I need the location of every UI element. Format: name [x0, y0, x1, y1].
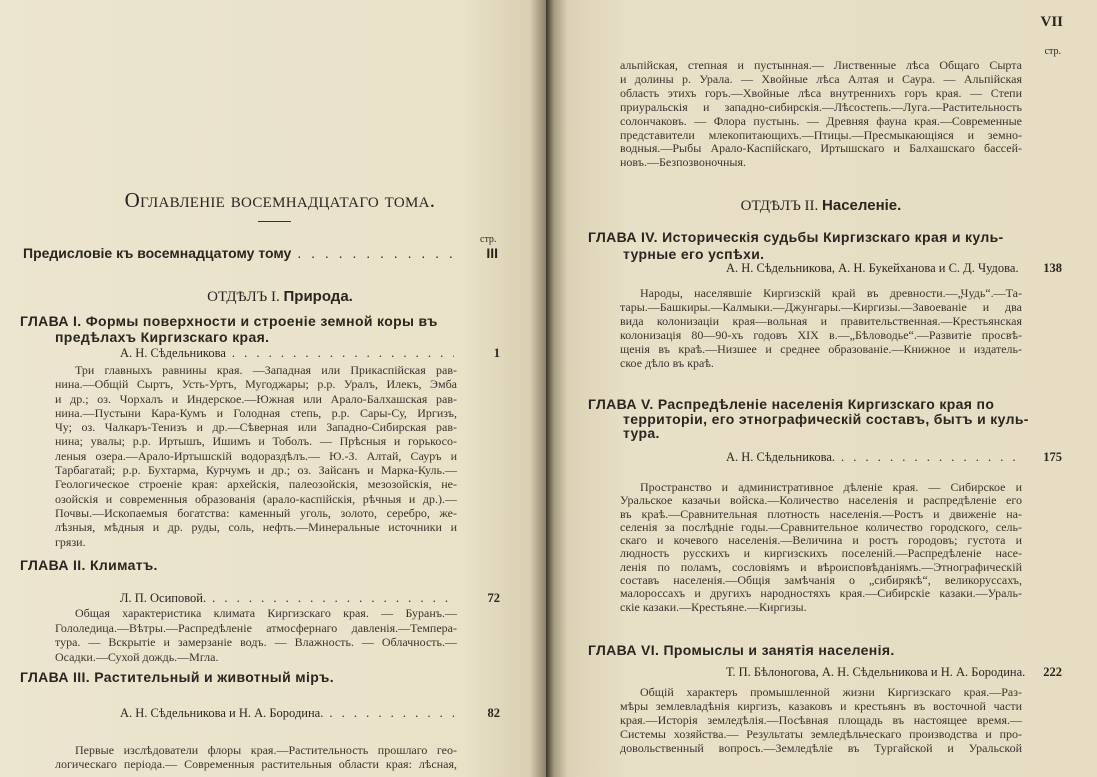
summary-line: Уральское казачьи войска.—Количество населенія и распредѣленіе его	[620, 493, 1022, 508]
dot-leader	[232, 345, 454, 361]
summary-line: ское дѣло въ краѣ.	[620, 356, 714, 370]
summary-line: и долины р. Урала. — Хвойные лѣса Алтая и Саура. — Альпійская	[620, 71, 1022, 86]
chapter-title-line: ГЛАВА II. Климатъ.	[20, 557, 158, 573]
summary-line: леныя озера.—Арало-Иртышскій водораздѣлъ.— Ю.-З. Алтай, Сауръ и	[55, 448, 457, 463]
summary-line: мѣры землевладѣнія киргизъ, казаковъ и крестьянъ въ восточной части	[620, 699, 1022, 713]
chapter-summary	[55, 744, 457, 771]
chapter-summary	[55, 606, 457, 664]
preface-page: III	[486, 245, 498, 261]
dot-leader	[841, 449, 1016, 465]
chapter-title[interactable]	[20, 669, 334, 685]
summary-line: Тарбагатай; р.р. Бухтарма, Курчумъ и др.; оз. Зайсанъ и Марка-Куль.—	[55, 463, 457, 478]
summary-line: водныя.—Рыбы Арало-Каспійскаго, Иртышскаго и Балхашскаго бассей-	[620, 141, 1022, 156]
section-heading-2	[656, 197, 986, 215]
chapter-author: Т. П. Бѣлоногова, А. Н. Сѣдельникова и Н. А. Бородина.	[726, 665, 1026, 679]
chapter-title-line: ГЛАВА III. Растительный и животный міръ.	[20, 669, 334, 685]
summary-line: ленія по поламъ, сословіямъ и вѣроисповѣданіямъ.—Этнографическій	[620, 559, 1022, 574]
summary-line: Общій характеръ промышленной жизни Киргизскаго края.—Раз-	[640, 685, 1022, 699]
page-column-label: стр.	[1044, 46, 1061, 57]
chapter-title[interactable]	[588, 642, 895, 658]
summary-line: альпійская, степная и пустынная.— Лиственные лѣса Общаго Сырта	[620, 58, 1022, 72]
chapter-summary	[620, 286, 1022, 370]
dot-leader	[212, 590, 454, 606]
chapter-page-number: 222	[1043, 665, 1062, 679]
summary-line: Геологическое строеніе края: архейскія, палеозойскія, мезозойскія, не-	[55, 477, 457, 492]
chapter-title-line: турные его успѣхи.	[623, 246, 765, 262]
chapter-author-row[interactable]	[120, 345, 500, 361]
chapter-title-line: предѣлахъ Киргизскаго края.	[55, 328, 270, 345]
chapter-author: Л. П. Осиповой.	[120, 591, 207, 605]
summary-line: людность русскихъ и киргизскихъ поселеній.—Распредѣленіе насе-	[620, 546, 1022, 561]
chapter-author-row[interactable]	[726, 664, 1062, 680]
summary-line: скіе казаки.—Крестьяне.—Киргизы.	[620, 599, 807, 614]
summary-line: селенія за послѣдніе годы.—Сравнительное количество городского, сель-	[620, 519, 1022, 534]
summary-line: скаго и кочевого населенія.—Величина и ростъ городовъ; густота и	[620, 533, 1022, 548]
chapter-author-row[interactable]	[120, 590, 500, 606]
chapter-author-row[interactable]	[726, 260, 1062, 276]
contents-title: Оглавленіе восемнадцатаго тома.	[124, 188, 436, 212]
summary-line: тары.—Башкиры.—Калмыки.—Джунгары.—Киргизы.—Завоеваніе и два	[620, 300, 1022, 314]
chapter-page-number: 82	[487, 706, 500, 720]
chapter-title-line: ГЛАВА VI. Промыслы и занятія населенія.	[588, 642, 895, 658]
summary-line: Пространство и административное дѣленіе края. — Сибирское и	[640, 480, 1022, 494]
summary-line: Осадки.—Сухой дождь.—Мгла.	[55, 649, 219, 664]
summary-line: края.—Исторія земледѣлія.—Посѣвная площадь въ настоящее время.—	[620, 713, 1022, 727]
chapter-author: А. Н. Сѣдельникова и Н. А. Бородина.	[120, 706, 324, 720]
chapter-page-number: 138	[1043, 261, 1062, 275]
summary-line: логическаго періода.— Современныя растительныя области края: лѣсная,	[55, 756, 457, 771]
summary-line: Чу; оз. Чалкаръ-Тенизъ и др.—Сѣверная или Западно-Сибирская рав-	[55, 420, 457, 435]
summary-line: въ краѣ.—Сравнительная плотность населенія.—Ростъ и движеніе на-	[620, 506, 1022, 521]
chapter-title[interactable]	[588, 229, 1004, 263]
dot-leader	[329, 705, 454, 721]
chapter-title-line: ГЛАВА I. Формы поверхности и строеніе земной коры въ	[20, 313, 438, 329]
preface-label: Предисловіе къ восемнадцатому тому	[23, 245, 292, 261]
right-page	[546, 0, 1097, 777]
summary-line: Гололедица.—Вѣтры.—Распредѣленіе атмосфернаго давленія.—Темпера-	[55, 620, 457, 635]
chapter-author-row[interactable]	[120, 705, 500, 721]
summary-line: лѣзныя, мѣдныя и др. руды, соль, нефть.—Минеральные источники и	[55, 520, 457, 535]
page-number: VII	[1040, 14, 1063, 30]
summary-line: нина; увалы; р.р. Иртышъ, Ишимъ и Тоболъ. — Прѣсныя и горькосо-	[55, 434, 457, 449]
section-name: Населеніе.	[822, 197, 902, 214]
section-name: Природа.	[283, 288, 353, 305]
chapter-page-number: 175	[1043, 450, 1062, 464]
section-prefix: ОТДѢЛЪ I.	[207, 289, 280, 305]
summary-line: солончаковъ. — Флора пустынь. — Древняя фауна края.—Современные	[620, 113, 1022, 128]
chapter-title-line: ГЛАВА V. Распредѣленіе населенія Киргизскаго края по	[588, 396, 995, 412]
summary-line: Системы хозяйства.— Результаты земледѣльческаго производства и про-	[620, 727, 1022, 741]
summary-line: довольственный вопросъ.—Земледѣліе въ Тургайской и Уральской	[620, 741, 1022, 755]
summary-line: колонизація 80—90-хъ годовъ XIX в.—„Бѣловодье“.—Развитіе просвѣ-	[620, 328, 1022, 342]
chapter-title-line: ГЛАВА IV. Историческія судьбы Киргизскаго края и куль-	[588, 229, 1004, 245]
summary-line: Три главныхъ равнины края. —Западная или Прикаспійская рав-	[75, 363, 457, 377]
chapter-author-row[interactable]	[726, 449, 1062, 465]
preface-entry[interactable]	[23, 244, 498, 262]
summary-line: тура. — Вскрытіе и замерзаніе водъ. — Влажность. — Облачность.—	[55, 635, 457, 649]
chapter-title[interactable]	[20, 314, 438, 345]
summary-line: область этихъ горъ.—Хвойные лѣса внутреннихъ горъ края. — Степи	[620, 85, 1022, 100]
page-column-label: стр.	[480, 234, 497, 245]
chapter-title[interactable]	[20, 557, 158, 573]
chapter-title-line: территоріи, его этнографическій составъ, бытъ и куль-	[623, 410, 1029, 427]
chapter-author: А. Н. Сѣдельникова	[120, 346, 226, 360]
summary-line: представители млекопитающихъ.—Птицы.—Пресмыкающіяся и земно-	[620, 127, 1022, 142]
section-prefix: ОТДѢЛЪ II.	[740, 198, 819, 214]
chapter-page-number: 72	[487, 591, 500, 605]
title-rule	[258, 221, 291, 222]
summary-line: новъ.—Безпозвоночныя.	[620, 155, 746, 170]
left-page	[0, 0, 546, 777]
summary-line: составъ населенія.—Общія замѣчанія о „сибирякѣ“, великоруссахъ,	[620, 573, 1022, 588]
summary-line: нина.—Пустыни Кара-Кумъ и Голодная степь, р.р. Сары-Су, Иргизъ,	[55, 405, 457, 420]
summary-line: грязи.	[55, 534, 86, 549]
summary-line: Общая характеристика климата Киргизскаго края. — Буранъ.—	[75, 606, 457, 620]
summary-line: малороссахъ и другихъ народностяхъ края.—Сибирскіе казаки.—Ураль-	[620, 586, 1022, 601]
summary-line: приуральскія и западно-сибирскія.—Лѣсостепь.—Луга.—Растительность	[620, 99, 1022, 114]
continued-chapter-summary	[620, 59, 1022, 170]
chapter-summary	[620, 481, 1022, 614]
summary-line: озойскія и современныя образованія (арало-каспійскія, рѣчныя и др.).—	[55, 491, 457, 506]
chapter-author: А. Н. Сѣдельникова, А. Н. Букейханова и С. Д. Чудова.	[726, 261, 1019, 275]
chapter-title[interactable]	[588, 397, 1029, 441]
section-heading-1	[60, 288, 500, 306]
chapter-title-line: тура.	[623, 425, 660, 441]
summary-line: нина.—Общій Сыртъ, Усть-Уртъ, Мугоджары; р.р. Уралъ, Илекъ, Эмба	[55, 377, 457, 392]
summary-line: вида колонизаціи края—вольная и правительственная.—Крестьянская	[620, 314, 1022, 328]
summary-line: щенія въ краѣ.—Низшее и среднее образованіе.—Книжное и издатель-	[620, 342, 1022, 356]
summary-line: Почвы.—Ископаемыя богатства: каменный уголь, золото, серебро, же-	[55, 505, 457, 520]
summary-line: Народы, населявшіе Киргизскій край въ древности.—„Чудь“.—Та-	[640, 286, 1022, 300]
chapter-summary	[55, 363, 457, 549]
chapter-author: А. Н. Сѣдельникова.	[726, 450, 836, 464]
chapter-page-number: 1	[493, 346, 500, 360]
dot-leader	[297, 244, 462, 262]
summary-line: и др.; оз. Чорхалъ и Индерское.—Южная или Арало-Балхашская рав-	[55, 391, 457, 406]
summary-line: Первые изслѣдователи флоры края.—Растительность прошлаго гео-	[75, 743, 457, 757]
chapter-summary	[620, 685, 1022, 755]
